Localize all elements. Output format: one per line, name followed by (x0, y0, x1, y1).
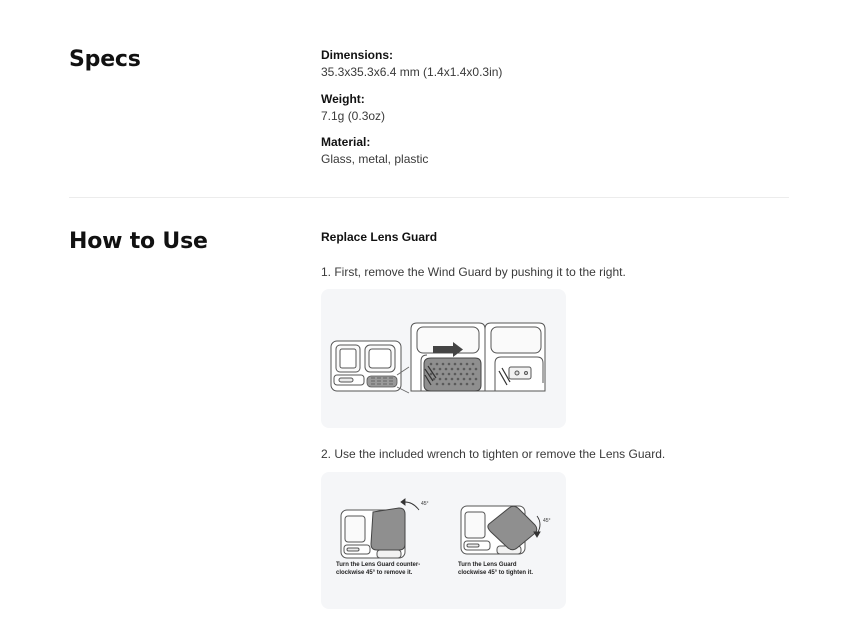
wind-guard-removal-drawing (321, 289, 566, 428)
lens-guard-left-icon (371, 508, 405, 550)
wind-guard-removal-illustration (321, 289, 566, 428)
caption-remove-line-1: Turn the Lens Guard counter- (336, 562, 421, 568)
wind-guard-small-icon (367, 376, 397, 387)
section-divider (69, 197, 789, 198)
how-to-use-heading: How to Use (69, 229, 208, 254)
spec-weight-value: 7.1g (0.3oz) (321, 109, 386, 123)
spec-weight (321, 92, 385, 124)
step-1-text: 1. First, remove the Wind Guard by pushing it to the right. (321, 265, 626, 279)
caption-tighten-line-2: clockwise 45° to tighten it. (458, 570, 534, 576)
caption-remove-line-2: clockwise 45° to remove it. (336, 570, 413, 576)
spec-dimensions-label: Dimensions: (321, 48, 394, 62)
caption-tighten (458, 561, 533, 577)
wind-guard-zoom-icon (424, 358, 481, 391)
camera-after-icon (485, 323, 545, 391)
rotate-ccw-arrow-icon (401, 499, 419, 510)
spec-material-value: Glass, metal, plastic (321, 152, 429, 166)
lens-guard-rotation-drawing (321, 472, 566, 609)
angle-right-label: 45° (543, 518, 551, 524)
step-2-text: 2. Use the included wrench to tighten or remove the Lens Guard. (321, 447, 666, 461)
spec-material (321, 135, 428, 167)
spec-weight-label: Weight: (321, 92, 365, 106)
caption-remove (336, 561, 420, 577)
caption-tighten-line-1: Turn the Lens Guard (458, 562, 517, 568)
lens-guard-rotation-illustration (321, 472, 566, 609)
spec-dimensions (321, 48, 502, 80)
replace-lens-guard-heading: Replace Lens Guard (321, 230, 438, 244)
spec-material-label: Material: (321, 135, 371, 149)
angle-left-label: 45° (421, 501, 429, 507)
specs-heading: Specs (69, 47, 141, 72)
spec-dimensions-value: 35.3x35.3x6.4 mm (1.4x1.4x0.3in) (321, 65, 503, 79)
